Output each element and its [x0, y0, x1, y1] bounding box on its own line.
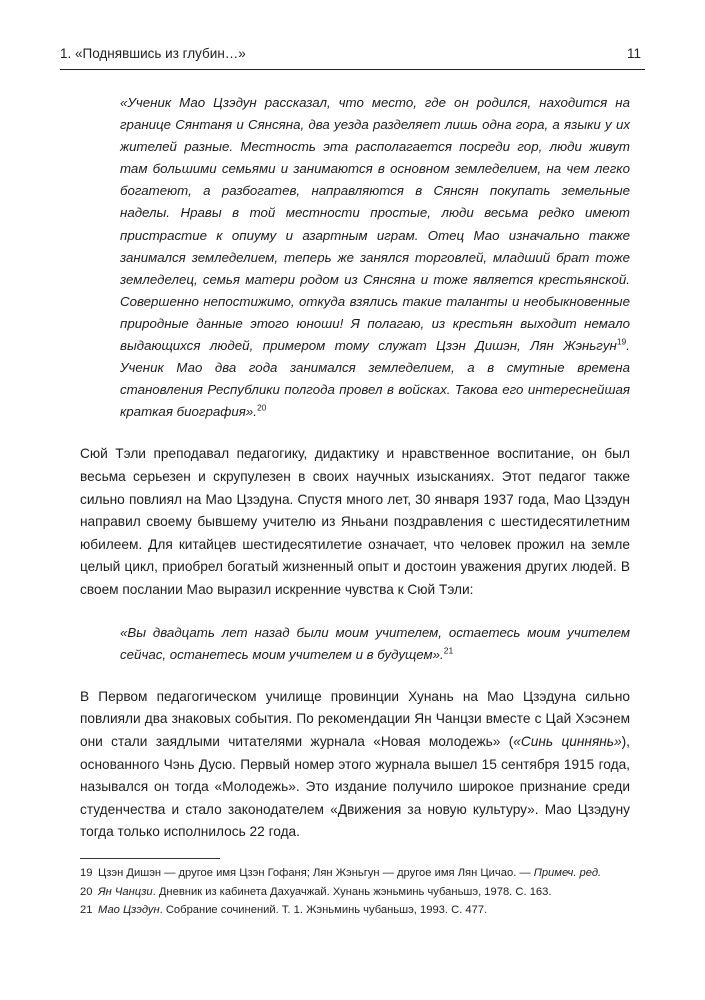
footnotes: [80, 864, 640, 920]
page-content: [80, 92, 630, 864]
quote-block-2: [120, 622, 630, 666]
journal-title-italic: «Синь циннянь»: [513, 733, 622, 749]
footnote-italic-lead: Мао Цзэдун: [98, 904, 160, 917]
quote-block-1: [120, 92, 630, 423]
footnote-italic-tail: Примеч. ред.: [533, 867, 602, 879]
quote-1-text: «Ученик Мао Цзэдун рассказал, что место, где он родился, находится на границе Сянтаня и Сянсяна, два уезда разделяет лишь одна гора, а языки у их жителей разные. Местность эта располагается посреди гор, люди живут там большими семьями и занимаются в основном земледелием, на чем легко богатеют, а разбогатев, направляются в Сянсян покупать земельные наделы. Нравы в той местности простые, люди весьма редко имеют пристрастие к опиуму и азартным играм. Отец Мао изначально также занимался земледелием, теперь же занялся торговлей, младший брат тоже земледелец, семья матери родом из Сянсяна и тоже является крестьянской. Совершенно непостижимо, откуда взялись такие таланты и необыкновенные природные данные этого юноши! Я полагаю, из крестьян выходит немало выдающихся людей, примером тому служат Цзэн Дишэн, Лян Жэньгун: [120, 95, 630, 354]
footnote-number: 20: [80, 885, 93, 898]
footnote-21: [80, 901, 640, 920]
paragraph-2-text-continued: ), основанного Чэнь Дусю. Первый номер этого журнала вышел 15 сентября 1915 года, назывался он тогда «Молодежь». Это издание получило широкое признание среди студенчества и стало законодателем «Движения за новую культуру». Мао Цзэдуну тогда только исполнилось 22 года.: [80, 733, 630, 840]
footnote-text: Цзэн Дишэн — другое имя Цзэн Гофаня; Лян Жэньгун — другое имя Лян Цичао. —: [98, 867, 534, 879]
header-rule: [60, 69, 645, 70]
footnote-ref-20[interactable]: 20: [256, 402, 267, 413]
footnote-text: . Собрание сочинений. Т. 1. Жэньминь чубаньшэ, 1993. С. 477.: [159, 904, 488, 917]
running-header: [60, 46, 645, 61]
footnote-number: 19: [80, 867, 93, 879]
running-title: 1. «Поднявшись из глубин…»: [60, 46, 246, 61]
footnote-text: . Дневник из кабинета Дахуачжай. Хунань жэньминь чубаньшэ, 1978. С. 163.: [152, 885, 552, 898]
page-number: 11: [626, 46, 641, 61]
footnote-19: [80, 864, 640, 883]
footnote-rule: [80, 858, 220, 859]
footnote-italic-lead: Ян Чанцзи: [98, 885, 153, 898]
footnote-20: [80, 883, 640, 902]
quote-2-text: «Вы двадцать лет назад были моим учителем, остаетесь моим учителем сейчас, останетесь моим учителем и в будущем».: [120, 624, 630, 662]
paragraph-1: Сюй Тэли преподавал педагогику, дидактику и нравственное воспитание, он был весьма серьезен и скрупулезен в своих научных изысканиях. Этот педагог также сильно повлиял на Мао Цзэдуна. Спустя много лет, 30 января 1937 года, Мао Цзэдун направил своему бывшему учителю из Яньани поздравления с шестидесятилетним юбилеем. Для китайцев шестидесятилетие означает, что человек прожил на земле целый цикл, приобрел богатый жизненный опыт и достоин уважения других людей. В своем послании Мао выразил искренние чувства к Сюй Тэли:: [80, 446, 630, 597]
footnote-ref-21[interactable]: 21: [443, 645, 454, 656]
paragraph-2: [80, 686, 630, 844]
quote-1-text-continued: . Ученик Мао два года занимался земледелием, а в смутные времена становления Республики полгода провел в войсках. Такова его интереснейшая краткая биография».: [120, 338, 630, 420]
footnote-ref-19[interactable]: 19: [616, 336, 627, 347]
footnote-number: 21: [80, 904, 93, 917]
paragraph-2-text: В Первом педагогическом училище провинции Хунань на Мао Цзэдуна сильно повлияли два знаковых события. По рекомендации Ян Чанцзи вместе с Цай Хэсэнем они стали заядлыми читателями журнала «Новая молодежь» (: [80, 688, 630, 749]
